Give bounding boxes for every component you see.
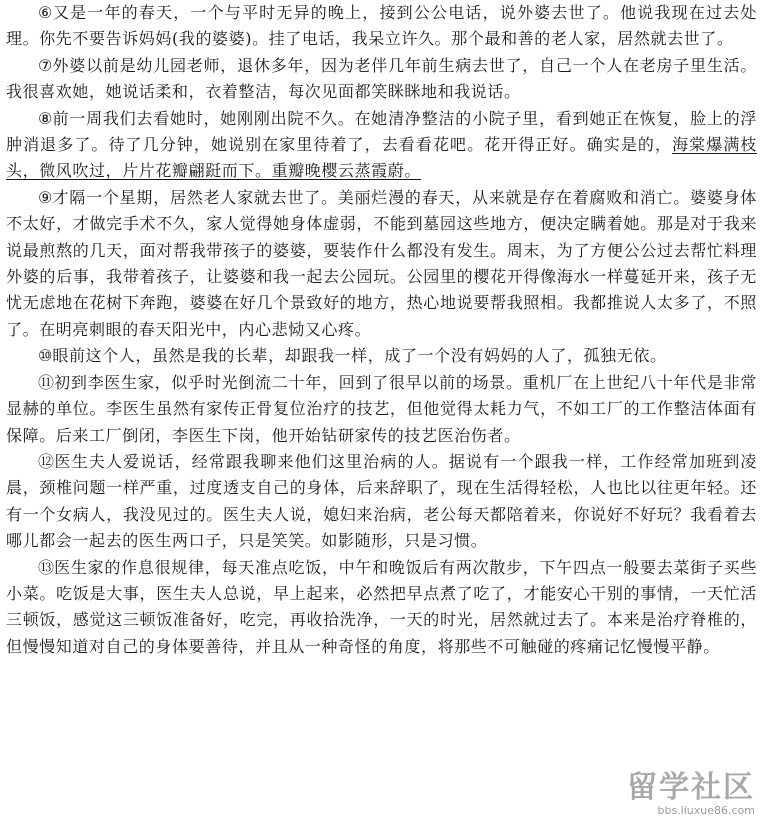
watermark-logo: 留学社区: [627, 770, 755, 805]
paragraph-number: ⑨: [38, 187, 53, 207]
paragraph-number: ⑪: [38, 372, 55, 392]
paragraph-text: 又是一年的春天，一个与平时无异的晚上，接到公公电话，说外婆去世了。他说我现在过去处理。你先不要告诉妈妈(我的婆婆)。挂了电话，我呆立许久。那个最和善的老人家，居然就去世了。: [6, 3, 757, 49]
paragraph-8: [6, 106, 757, 185]
paragraph-text: 外婆以前是幼儿园老师，退休多年，因为老伴几年前生病去世了，自己一个人在老房子里生活。我很喜欢她，她说话柔和，衣着整洁，每次见面都笑眯眯地和我说话。: [6, 55, 758, 102]
site-watermark: [627, 772, 755, 817]
paragraph-text: 医生夫人爱说话，经常跟我聊来他们这里治病的人。据说有一个跟我一样，工作经常加班到凌晨，颈椎问题一样严重，过度透支自己的身体，后来辞职了，现在生活得轻松，人也比以往更年轻。还有一个女病人，我没见过的。医生夫人说，媳妇来治病，老公每天都陪着来，你说好不好玩？我看着去哪儿都会一起去的医生两口子，只是笑笑。如影随形，只是习惯。: [6, 451, 757, 551]
paragraph-text: 医生家的作息很规律，每天准点吃饭，中午和晚饭后有两次散步，下午四点一般要去菜街子买些小菜。吃饭是大事，医生夫人总说，早上起来，必然把早点煮了吃了，才能安心干别的事情，一天忙活三顿饭，感觉这三顿饭准备好，吃完，再收拾洗净，一天的时光，居然就过去了。本来是治疗脊椎的，但慢慢知道对自己的身体要善待，并且从一种奇怪的角度，将那些不可触碰的疼痛记忆慢慢平静。: [6, 557, 757, 656]
underlined-passage: 海棠爆满枝头，微风吹过，片片花瓣翩跹而下。重瓣晚樱云蒸霞蔚。: [6, 135, 757, 181]
paragraph-number: ⑫: [38, 451, 55, 471]
paragraph-number: ⑧: [38, 108, 53, 128]
watermark-url: bbs.liuxue86.com: [657, 804, 755, 817]
paragraph-10: [6, 343, 757, 369]
paragraph-text: 才隔一个星期，居然老人家就去世了。美丽烂漫的春天，从来就是存在着腐败和消亡。婆婆身体不太好，才做完手术不久，家人觉得她身体虚弱，不能到墓园这些地方，便决定瞒着她。那是对于我来说最煎熬的几天，面对帮我带孩子的婆婆，要装作什么都没有发生。周末，为了方便公公过去帮忙料理外婆的后事，我带着孩子，让婆婆和我一起去公园玩。公园里的樱花开得像海水一样蔓延开来，孩子无忧无虑地在花树下奔跑，婆婆在好几个景致好的地方，热心地说要帮我照相。我都推说人太多了，不照了。在明亮刺眼的春天阳光中，内心悲恸又心疼。: [6, 187, 758, 339]
paragraph-6: [6, 0, 757, 53]
paragraph-11: [6, 370, 757, 449]
paragraph-number: ⑩: [38, 346, 53, 366]
paragraph-text: 前一周我们去看她时，她刚刚出院不久。在她清净整洁的小院子里，看到她正在恢复，脸上的浮肿消退多了。待了几分钟，她说别在家里待着了，去看看花吧。花开得正好。确实是的，: [6, 108, 758, 155]
paragraph-number: ⑥: [38, 3, 53, 22]
paragraph-12: [6, 449, 757, 555]
paragraph-number: ⑦: [38, 55, 53, 75]
paragraph-7: [6, 53, 757, 106]
paragraph-number: ⑬: [38, 557, 55, 577]
paragraph-9: [6, 185, 757, 343]
paragraph-text: 眼前这个人，虽然是我的长辈，却跟我一样，成了一个没有妈妈的人了，孤独无依。: [52, 346, 667, 366]
paragraph-text: 初到李医生家，似乎时光倒流二十年，回到了很早以前的场景。重机厂在上世纪八十年代是非常显赫的单位。李医生虽然有家传正骨复位治疗的技艺，但他觉得太耗力气，不如工厂的工作整洁体面有保障。后来工厂倒闭，李医生下岗，他开始钻研家传的技艺医治伤者。: [6, 372, 757, 445]
paragraph-13: [6, 555, 757, 661]
